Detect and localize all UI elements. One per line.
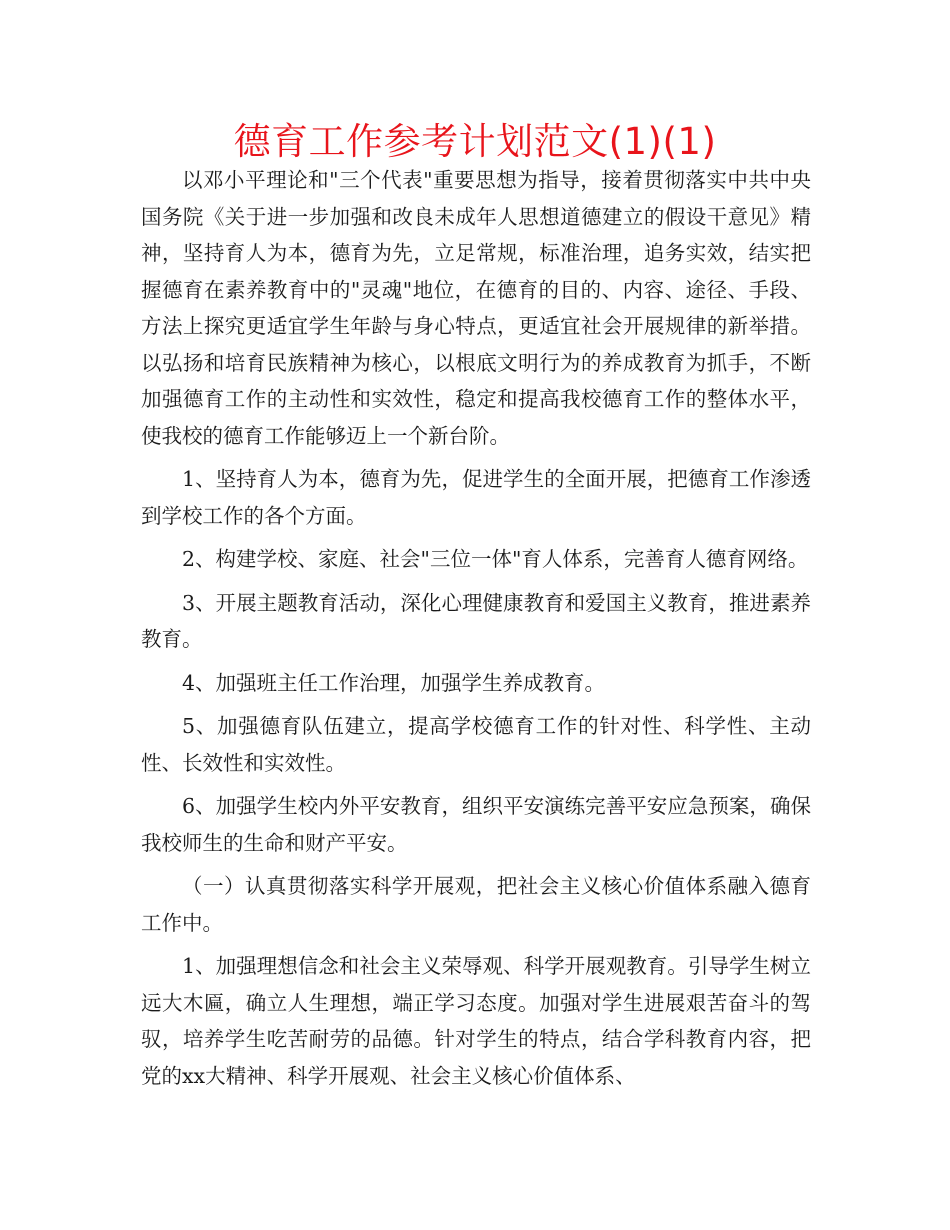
goal-item-1: 1、坚持育人为本，德育为先，促进学生的全面开展，把德育工作渗透到学校工作的各个方面。	[141, 467, 811, 528]
goal-item-6: 6、加强学生校内外平安教育，组织平安演练完善平安应急预案，确保我校师生的生命和财产平安。	[141, 794, 811, 855]
goal-item-4: 4、加强班主任工作治理，加强学生养成教育。	[182, 670, 606, 695]
section-item-1: 1、加强理想信念和社会主义荣辱观、科学开展观教育。引导学生树立远大木匾，确立人生理想，端正学习态度。加强对学生进展艰苦奋斗的驾驭，培养学生吃苦耐劳的品德。针对学生的特点，结合学科教育内容，把党的xx大精神、科学开展观、社会主义核心价值体系、	[141, 954, 811, 1088]
goal-item-5: 5、加强德育队伍建立，提高学校德育工作的针对性、科学性、主动性、长效性和实效性。	[141, 714, 811, 775]
document-title: 德育工作参考计划范文(1)(1)	[233, 120, 717, 163]
goal-item-2: 2、构建学校、家庭、社会"三位一体"育人体系，完善育人德育网络。	[182, 547, 809, 571]
section-heading: （一）认真贯彻落实科学开展观，把社会主义核心价值体系融入德育工作中。	[141, 874, 811, 935]
intro-paragraph: 以邓小平理论和"三个代表"重要思想为指导，接着贯彻落实中共中央国务院《关于进一步加强和改良未成年人思想道德建立的假设干意见》精神，坚持育人为本，德育为先，立足常规，标准治理，追务实效，结实把握德育在素养教育中的"灵魂"地位，在德育的目的、内容、途径、手段、方法上探究更适宜学生年龄与身心特点，更适宜社会开展规律的新举措。以弘扬和培育民族精神为核心，以根底文明行为的养成教育为抓手，不断加强德育工作的主动性和实效性，稳定和提高我校德育工作的整体水平，使我校的德育工作能够迈上一个新台阶。	[141, 168, 811, 448]
document-body	[141, 162, 811, 1101]
goal-item-3: 3、开展主题教育活动，深化心理健康教育和爱国主义教育，推进素养教育。	[141, 590, 811, 651]
